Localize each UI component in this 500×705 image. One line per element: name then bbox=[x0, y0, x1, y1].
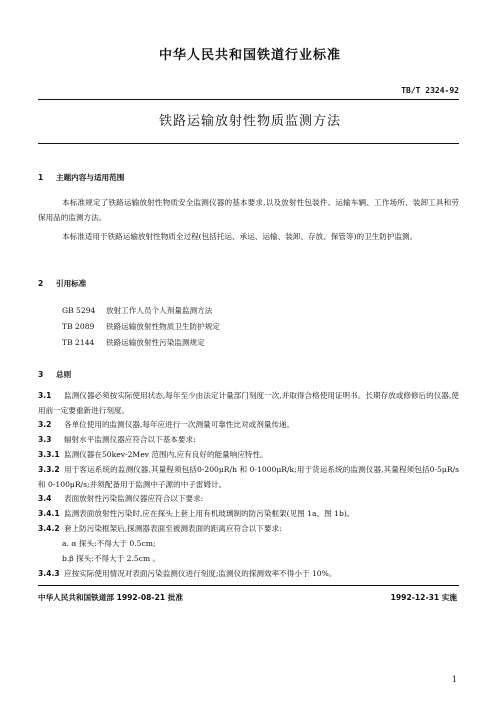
clause-number: 3.3.2 bbox=[38, 465, 60, 474]
reference-code: TB 2089 bbox=[62, 322, 95, 331]
reference-item bbox=[62, 321, 220, 332]
clause-number: 3.4.1 bbox=[38, 509, 60, 518]
section-number: 1 bbox=[38, 173, 44, 182]
clause-text: 监测仪器在50kev-2Mev 范围内,应有良好的能量响应特性。 bbox=[64, 450, 268, 459]
clause-3-4 bbox=[38, 492, 459, 507]
reference-name: 放射工作人员个人剂量监测方法 bbox=[106, 306, 213, 315]
clause-3-4-3 bbox=[38, 567, 459, 582]
clause-text: 监测表面放射性污染时,应在探头上套上用有机玻璃制的防污染框架(见图 1a、图 1b)。 bbox=[64, 509, 355, 518]
sub-item-a: a. α 探头:不得大于 0.5cm; bbox=[62, 539, 156, 548]
standard-code: TB/T 2324-92 bbox=[401, 86, 459, 95]
reference-item bbox=[62, 305, 212, 316]
clause-3-2 bbox=[38, 418, 459, 433]
clause-text: 辐射水平监测仪器应符合以下基本要求: bbox=[64, 435, 196, 444]
section-1-heading bbox=[38, 172, 124, 183]
clause-number: 3.3.1 bbox=[38, 450, 60, 459]
page-number: 1 bbox=[451, 675, 457, 684]
section-number: 3 bbox=[38, 370, 44, 379]
section-2-heading bbox=[38, 278, 86, 289]
clause-3-1 bbox=[38, 389, 459, 418]
section-title: 引用标准 bbox=[56, 279, 87, 288]
clause-text: 套上防污染框架后,探测器表面至被测表面的距离应符合以下要求: bbox=[64, 524, 282, 533]
sub-item-b: b.β 探头:不得大于 2.5cm 。 bbox=[62, 554, 161, 563]
section-1-paragraph-1: 本标准规定了铁路运输放射性物质安全监测仪器的基本要求,以及放射性包装件、运输车辆、工作场所、装卸工具和劳保用品的监测方法。 bbox=[38, 198, 459, 222]
footer-divider bbox=[38, 585, 459, 586]
header-divider bbox=[38, 99, 459, 100]
clause-number: 3.3 bbox=[38, 435, 52, 444]
clause-number: 3.4.3 bbox=[38, 569, 60, 578]
clause-3-3-2 bbox=[38, 463, 459, 492]
clause-number: 3.4 bbox=[38, 494, 52, 503]
clause-3-3-1 bbox=[38, 448, 459, 463]
reference-item bbox=[62, 337, 205, 348]
document-title: 铁路运输放射性物质监测方法 bbox=[158, 114, 341, 129]
clause-number: 3.4.2 bbox=[38, 524, 60, 533]
clause-3-4-1 bbox=[38, 507, 459, 522]
clause-text: 应按实际使用情况对表面污染监测仪进行刻度;监测仪的探测效率不得小于 10%。 bbox=[64, 569, 337, 578]
clause-text: 用于客运系统的监测仪器,其量程须包括0-200μR/h 和 0-1000μR/k;用于货运系统的监测仪器,其量程须包括0-5μR/s 和 0-100μR/s;并须配备用于监测中子源的中子雷姆计。 bbox=[38, 465, 459, 489]
clause-number: 3.1 bbox=[38, 391, 52, 400]
section-title: 总则 bbox=[56, 370, 72, 379]
reference-code: TB 2144 bbox=[62, 338, 95, 347]
clause-3-4-2 bbox=[38, 522, 459, 537]
clause-number: 3.2 bbox=[38, 420, 52, 429]
section-number: 2 bbox=[38, 279, 44, 288]
clause-3-3 bbox=[38, 433, 459, 448]
effective-date: 1992-12-31 实施 bbox=[390, 593, 457, 602]
approval-line: 中华人民共和国铁道部 1992-08-21 批准 bbox=[38, 593, 183, 602]
title-divider bbox=[38, 143, 459, 144]
section-3-heading bbox=[38, 369, 71, 380]
reference-name: 铁路运输放射性物质卫生防护规定 bbox=[106, 322, 220, 331]
reference-name: 铁路运输放射性污染监测规定 bbox=[106, 338, 205, 347]
section-1-paragraph-2: 本标准适用于铁路运输放射性物质全过程(包括托运、承运、运输、装卸、存放、保管等)的卫生防护监测。 bbox=[62, 232, 418, 241]
clause-text: 各单位使用的监测仪器,每年应进行一次测量可靠性比对或剂量传递。 bbox=[64, 420, 295, 429]
reference-code: GB 5294 bbox=[62, 306, 96, 315]
section-title: 主题内容与适用范围 bbox=[56, 173, 125, 182]
standard-header-title: 中华人民共和国铁道行业标准 bbox=[158, 48, 341, 63]
clause-text: 监测仪器必须按实际使用状态,每年至少由法定计量部门刻度一次,并取得合格使用证明书。长期存放或修修后的仪器,使用前一定要重新进行刻度。 bbox=[38, 391, 459, 415]
clause-text: 表面放射性污染监测仪器应符合以下要求: bbox=[64, 494, 204, 503]
